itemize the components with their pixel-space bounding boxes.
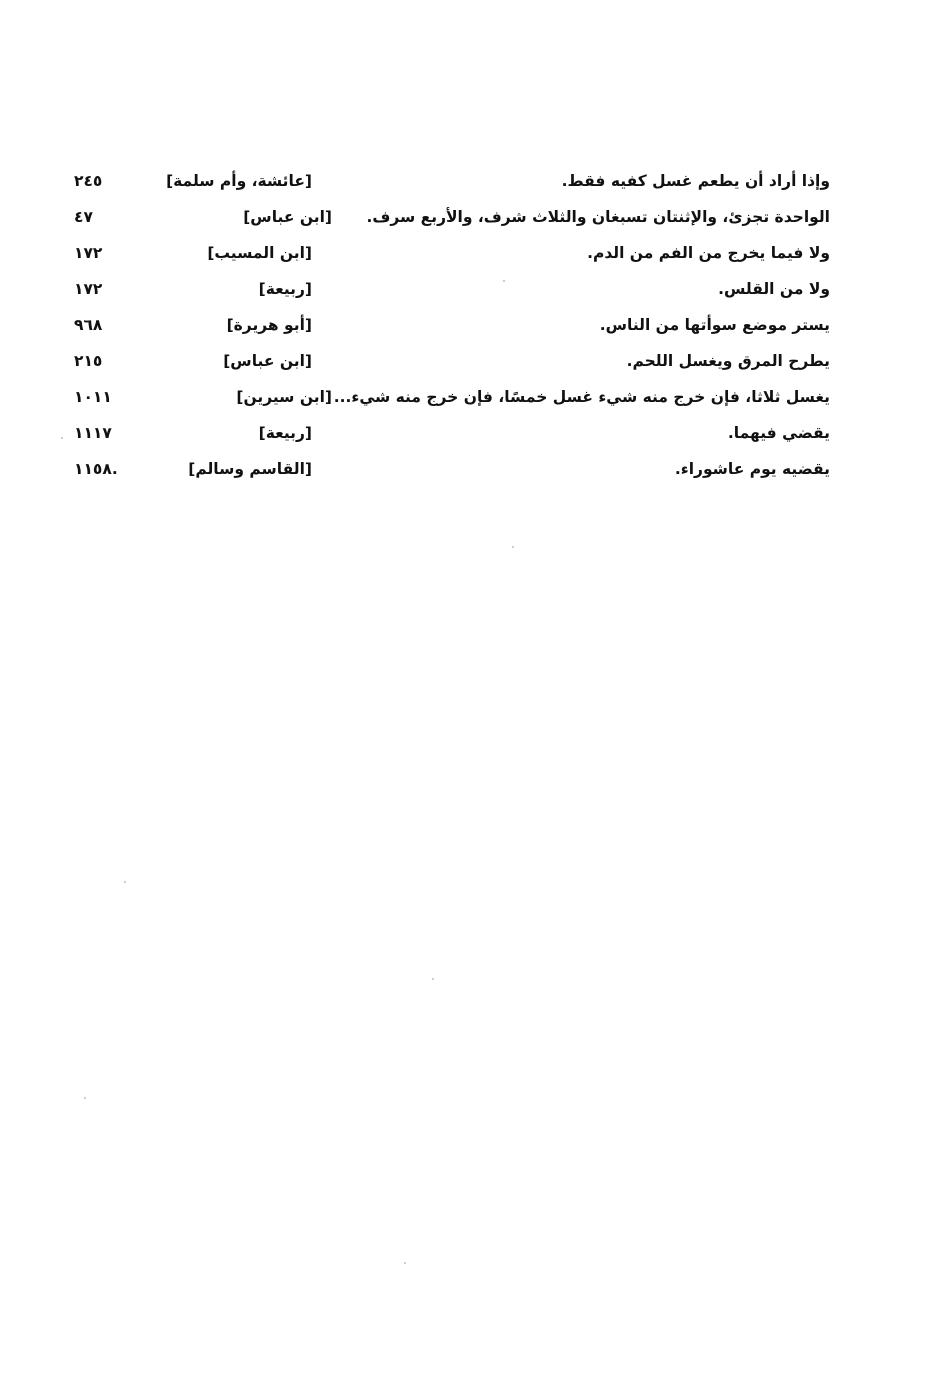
entry-page-number: ١٧٢ [74,244,103,262]
index-entry [70,204,840,240]
scan-speck [432,978,434,980]
entry-text: يطرح المرق ويغسل اللحم. [626,352,830,370]
entry-source: [أبو هريرة] [226,316,312,334]
entry-source: [عائشة، وأم سلمة] [166,172,312,190]
entry-text: يقضي فيهما. [727,424,830,442]
entry-source: [ابن سيرين] [236,388,332,406]
entry-page-number: ١١١٧ [74,424,112,442]
index-entry [70,168,840,204]
entry-page-number: ٢٤٥ [74,172,103,190]
scan-speck [61,437,63,439]
scan-speck [124,881,126,883]
entry-source: [ربيعة] [258,424,312,442]
scan-speck [404,1262,406,1264]
entry-text: ولا فيما يخرج من الفم من الدم. [587,244,830,262]
entry-text: يقضيه يوم عاشوراء. [674,460,830,478]
entry-text: يستر موضع سوأتها من الناس. [599,316,830,334]
index-entry [70,420,840,456]
entry-source: [ربيعة] [258,280,312,298]
entry-text: ولا من القلس. [718,280,830,298]
index-entry [70,456,840,492]
index-entry [70,240,840,276]
entry-text: يغسل ثلاثا، فإن خرج منه شيء غسل خمسًا، فإن خرج منه شيء... [333,388,830,406]
index-entry [70,276,840,312]
entry-page-number: ٩٦٨ [74,316,103,334]
index-entry [70,384,840,420]
entry-page-number: ١٧٢ [74,280,103,298]
entry-source: [ابن المسيب] [207,244,312,262]
entry-source: [ابن عباس] [243,208,332,226]
index-entry [70,312,840,348]
scan-speck [84,1097,86,1099]
scan-speck [503,280,505,282]
entry-source: [ابن عباس] [223,352,312,370]
index-entry [70,348,840,384]
entry-page-number: ٤٧ [74,208,93,226]
hadith-index-list [70,168,840,492]
scan-speck [512,546,514,548]
entry-page-number: ١٠١١ [74,388,112,406]
entry-page-number: .١١٥٨ [74,460,118,478]
entry-text: الواحدة تجزئ، والإثنتان تسبغان والثلاث شرف، والأربع سرف. [366,208,830,226]
entry-page-number: ٢١٥ [74,352,103,370]
entry-source: [القاسم وسالم] [188,460,312,478]
entry-text: وإذا أراد أن يطعم غسل كفيه فقط. [561,172,830,190]
